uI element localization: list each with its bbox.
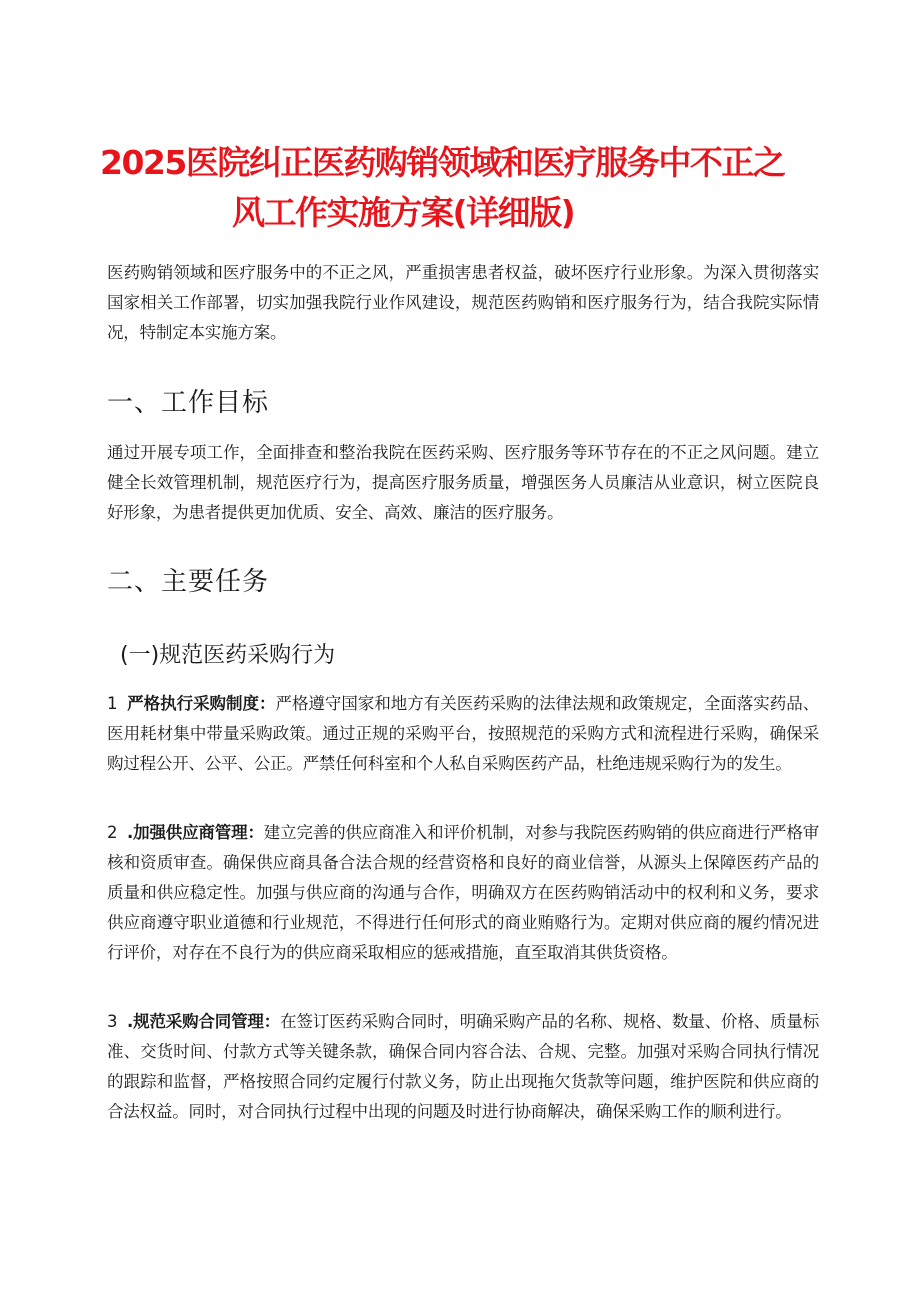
item-number: 1 [107, 694, 118, 713]
item-number: 3 [107, 1012, 118, 1031]
list-item: 3 .规范采购合同管理：在签订医药采购合同时，明确采购产品的名称、规格、数量、价格、质量标准、交货时间、付款方式等关键条款，确保合同内容合法、合规、完整。加强对采购合同执行情况的跟踪和监督，严格按照合同约定履行付款义务，防止出现拖欠货款等问题，维护医院和供应商的合法权益。同时，对合同执行过程中出现的问题及时进行协商解决，确保采购工作的顺利进行。 [107, 1007, 819, 1127]
title-line-1: 2025医院纠正医药购销领域和医疗服务中不正之 [100, 143, 785, 182]
subsection-1-heading: (一)规范医药采购行为 [120, 643, 336, 668]
intro-paragraph: 医药购销领域和医疗服务中的不正之风，严重损害患者权益，破坏医疗行业形象。为深入贯彻落实国家相关工作部署，切实加强我院行业作风建设，规范医药购销和医疗服务行为，结合我院实际情况，特制定本实施方案。 [107, 263, 819, 342]
item-term: 加强供应商管理 [133, 823, 248, 842]
document-title [100, 138, 820, 238]
list-item [107, 689, 819, 779]
list-item: 2 .加强供应商管理：建立完善的供应商准入和评价机制，对参与我院医药购销的供应商进行严格审核和资质审查。确保供应商具备合法合规的经营资格和良好的商业信誉，从源头上保障医药产品的质量和供应稳定性。加强与供应商的沟通与合作，明确双方在医药购销活动中的权利和义务，要求供应商遵守职业道德和行业规范，不得进行任何形式的商业贿赂行为。定期对供应商的履约情况进行评价，对存在不良行为的供应商采取相应的惩戒措施，直至取消其供货资格。 [107, 818, 819, 968]
section-1-heading: 一、工作目标 [107, 388, 270, 418]
item-separator: ： [263, 1012, 281, 1031]
item-text: 在签订医药采购合同时，明确采购产品的名称、规格、数量、价格、质量标准、交货时间、付款方式等关键条款，确保合同内容合法、合规、完整。加强对采购合同执行情况的跟踪和监督，严格按照合同约定履行付款义务，防止出现拖欠货款等问题，维护医院和供应商的合法权益。同时，对合同执行过程中出现的问题及时进行协商解决，确保采购工作的顺利进行。 [107, 1012, 819, 1121]
item-term: 严格执行采购制度 [127, 694, 259, 713]
item-separator: ： [247, 823, 264, 842]
item-number: 2 [107, 823, 118, 842]
section-2-heading: 二、主要任务 [107, 567, 270, 597]
title-line-2: 风工作实施方案(详细版) [232, 193, 575, 232]
item-text: 严格遵守国家和地方有关医药采购的法律法规和政策规定，全面落实药品、医用耗材集中带量采购政策。通过正规的采购平台，按照规范的采购方式和流程进行采购，确保采购过程公开、公平、公正。严禁任何科室和个人私自采购医药产品，杜绝违规采购行为的发生。 [107, 694, 819, 773]
item-term: 规范采购合同管理 [133, 1012, 264, 1031]
section-1-body: 通过开展专项工作，全面排查和整治我院在医药采购、医疗服务等环节存在的不正之风问题。建立健全长效管理机制，规范医疗行为，提高医疗服务质量，增强医务人员廉洁从业意识，树立医院良好形象，为患者提供更加优质、安全、高效、廉洁的医疗服务。 [107, 443, 819, 522]
item-text: 建立完善的供应商准入和评价机制，对参与我院医药购销的供应商进行严格审核和资质审查。确保供应商具备合法合规的经营资格和良好的商业信誉，从源头上保障医药产品的质量和供应稳定性。加强与供应商的沟通与合作，明确双方在医药购销活动中的权利和义务，要求供应商遵守职业道德和行业规范，不得进行任何形式的商业贿赂行为。定期对供应商的履约情况进行评价，对存在不良行为的供应商采取相应的惩戒措施，直至取消其供货资格。 [107, 823, 820, 962]
item-separator: ： [258, 694, 276, 713]
